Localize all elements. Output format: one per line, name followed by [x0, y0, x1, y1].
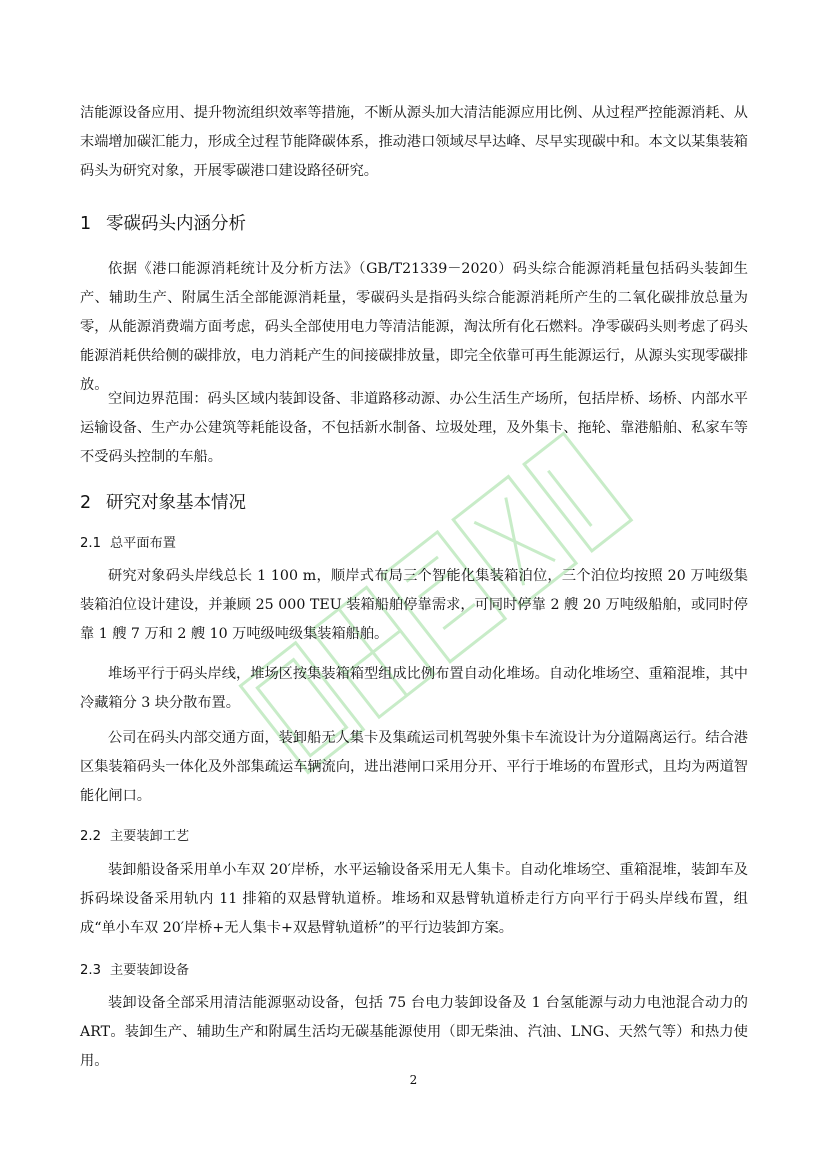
subsection-2-2-heading [80, 826, 189, 848]
subsection-2-2-number: 2.2 [80, 829, 101, 844]
subsection-2-1-heading [80, 533, 176, 555]
subsection-2-3-paragraph-1: 装卸设备全部采用清洁能源驱动设备，包括 75 台电力装卸设备及 1 台氢能源与动力电池混合动力的 ART。装卸生产、辅助生产和附属生活均无碳基能源使用（即无柴油、汽油、LNG、天然气等）和热力使用。 [80, 995, 748, 1069]
subsection-2-1-title: 总平面布置 [110, 536, 176, 551]
intro-paragraph: 洁能源设备应用、提升物流组织效率等措施，不断从源头加大清洁能源应用比例、从过程严控能源消耗、从末端增加碳汇能力，形成全过程节能降碳体系，推动港口领域尽早达峰、尽早实现碳中和。本文以某集装箱码头为研究对象，开展零碳港口建设路径研究。 [80, 105, 748, 179]
subsection-2-1-paragraph-3: 公司在码头内部交通方面，装卸船无人集卡及集疏运司机驾驶外集卡车流设计为分道隔离运行。结合港区集装箱码头一体化及外部集疏运车辆流向，进出港闸口采用分开、平行于堆场的布置形式，且均为两道智能化闸口。 [80, 730, 748, 804]
subsection-2-3-title: 主要装卸设备 [110, 963, 190, 978]
subsection-2-1-paragraph-2: 堆场平行于码头岸线，堆场区按集装箱箱型组成比例布置自动化堆场。自动化堆场空、重箱混堆，其中冷藏箱分 3 块分散布置。 [80, 666, 748, 711]
subsection-2-2-paragraph-1: 装卸船设备采用单小车双 20′岸桥，水平运输设备采用无人集卡。自动化堆场空、重箱混堆，装卸车及拆码垛设备采用轨内 11 排箱的双悬臂轨道桥。堆场和双悬臂轨道桥走行方向平行于码头岸线布置，组成“单小车双 20′岸桥+无人集卡+双悬臂轨道桥”的平行边装卸方案。 [80, 862, 748, 936]
section-2-number: 2 [80, 493, 92, 513]
page-number: 2 [409, 1073, 418, 1087]
section-1-heading [80, 211, 246, 237]
subsection-2-3-heading [80, 960, 189, 982]
subsection-2-1-paragraph-1: 研究对象码头岸线总长 1 100 m，顺岸式布局三个智能化集装箱泊位，三个泊位均按照 20 万吨级集装箱泊位设计建设，并兼顾 25 000 TEU 装箱船舶停靠需求，可同时停靠 2 艘 20 万吨级船舶，或同时停靠 1 艘 7 万和 2 艘 10 万吨级吨级集装箱船舶。 [80, 568, 748, 642]
section-1-paragraph-2: 空间边界范围：码头区域内装卸设备、非道路移动源、办公生活生产场所，包括岸桥、场桥、内部水平运输设备、生产办公建筑等耗能设备，不包括新水制备、垃圾处理，及外集卡、拖轮、靠港船舶、私家车等不受码头控制的车船。 [80, 391, 748, 465]
section-2-title: 研究对象基本情况 [106, 493, 246, 513]
section-2-heading [80, 490, 246, 516]
subsection-2-2-title: 主要装卸工艺 [110, 829, 190, 844]
section-1-title: 零碳码头内涵分析 [106, 214, 246, 234]
section-1-number: 1 [80, 214, 92, 234]
subsection-2-1-number: 2.1 [80, 536, 101, 551]
section-1-paragraph-1: 依据《港口能源消耗统计及分析方法》（GB/T21339－2020）码头综合能源消耗量包括码头装卸生产、辅助生产、附属生活全部能源消耗量，零碳码头是指码头综合能源消耗所产生的二氧化碳排放总量为零，从能源消费端方面考虑，码头全部使用电力等清洁能源，淘汰所有化石燃料。净零碳码头则考虑了码头能源消耗供给侧的碳排放，电力消耗产生的间接碳排放量，即完全依靠可再生能源运行，从源头实现零碳排放。 [80, 261, 748, 393]
subsection-2-3-number: 2.3 [80, 963, 101, 978]
